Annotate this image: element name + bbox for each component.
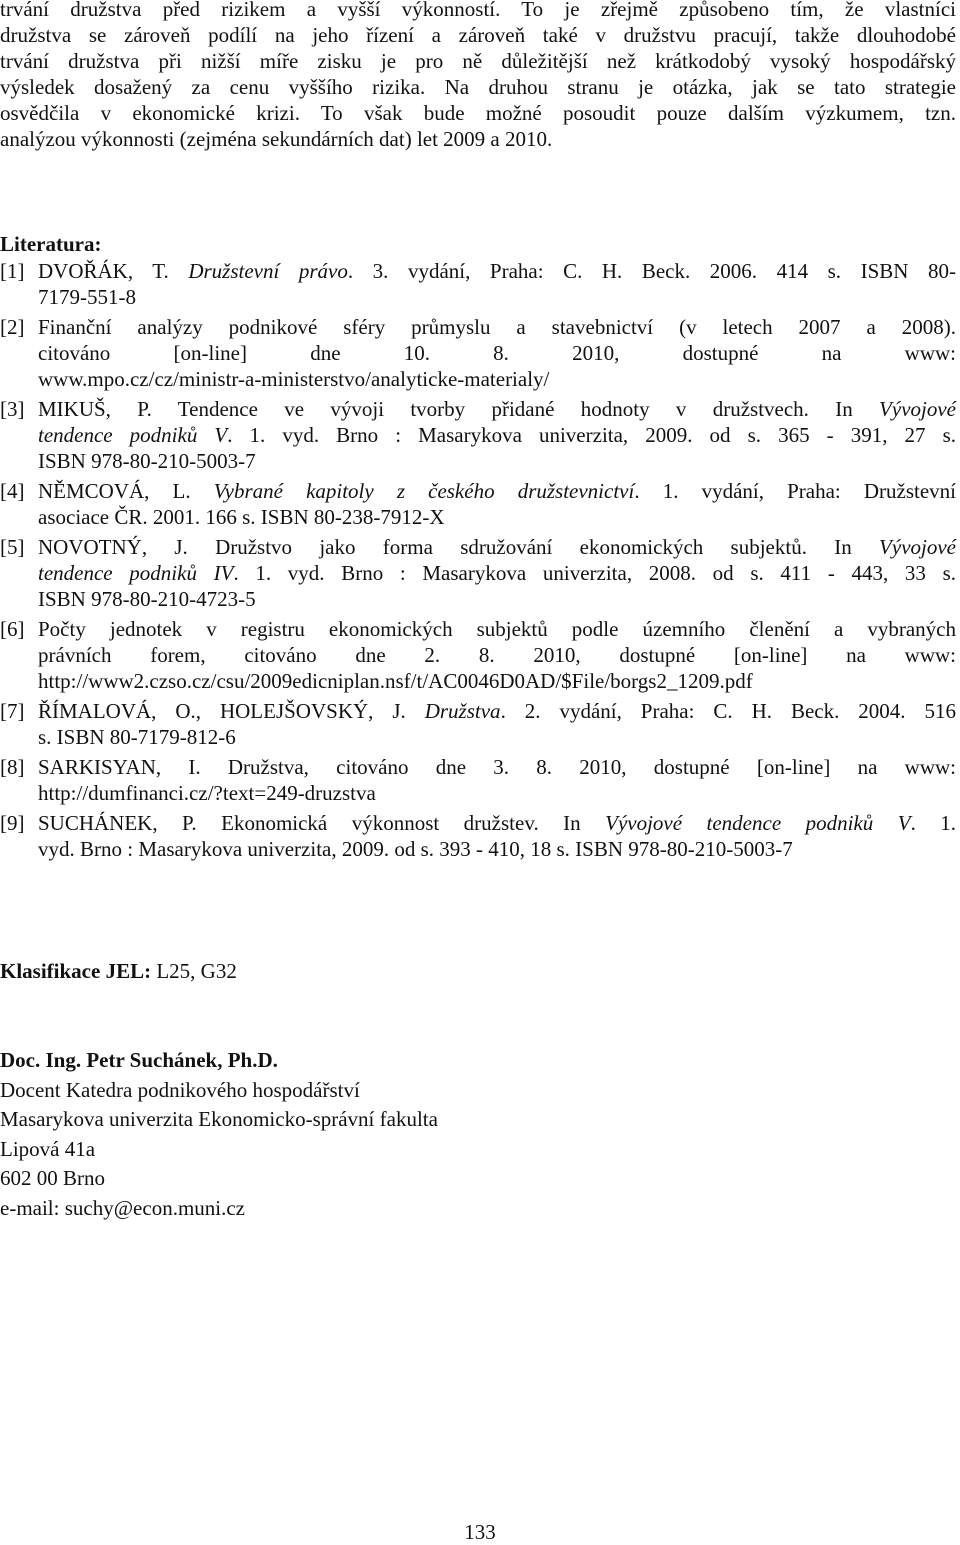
reference-line [38, 668, 956, 694]
reference-text: . 1. vyd. Brno : Masarykova univerzita, 2009. od s. 365 - 391, 27 s. [227, 423, 956, 447]
reference-title: Vývojové [879, 397, 956, 421]
page-number: 133 [464, 1520, 496, 1544]
reference-title: Družstva [424, 699, 501, 723]
reference-number: [5] [0, 535, 25, 559]
reference-line [38, 504, 956, 530]
paragraph-line: výsledek dosažený za cenu vyššího rizika. Na druhou stranu je otázka, jak se tato strategie [0, 75, 956, 99]
reference-item [0, 478, 956, 530]
reference-line [38, 448, 956, 474]
reference-item [0, 754, 956, 806]
reference-number: [9] [0, 811, 25, 835]
reference-line [38, 616, 956, 642]
reference-line [38, 340, 956, 366]
reference-text: vyd. Brno : Masarykova univerzita, 2009. od s. 393 - 410, 18 s. ISBN 978-80-210-5003-7 [38, 837, 793, 861]
reference-line [38, 560, 956, 586]
reference-text: . 1. vydání, Praha: Družstevní [634, 479, 956, 503]
reference-title: tendence podniků IV [38, 561, 234, 585]
reference-text: MIKUŠ, P. Tendence ve vývoji tvorby přidané hodnoty v družstvech. In [38, 397, 880, 421]
reference-line [38, 698, 956, 724]
reference-item [0, 810, 956, 862]
reference-item [0, 698, 956, 750]
reference-item [0, 534, 956, 612]
reference-number: [6] [0, 617, 25, 641]
reference-text: SARKISYAN, I. Družstva, citováno dne 3. 8. 2010, dostupné [on-line] na www: [38, 755, 956, 779]
reference-title: Vývojové tendence podniků V [605, 811, 911, 835]
reference-text: http://dumfinanci.cz/?text=249-druzstva [38, 781, 376, 805]
reference-text: ISBN 978-80-210-5003-7 [38, 449, 256, 473]
reference-item [0, 396, 956, 474]
reference-line [38, 754, 956, 780]
reference-number: [1] [0, 259, 25, 283]
reference-text: Finanční analýzy podnikové sféry průmyslu a stavebnictví (v letech 2007 a 2008). [38, 315, 956, 339]
reference-line [38, 810, 956, 836]
reference-text: http://www2.czso.cz/csu/2009edicniplan.nsf/t/AC0046D0AD/$File/borgs2_1209.pdf [38, 669, 753, 693]
reference-line [38, 314, 956, 340]
reference-line [38, 780, 956, 806]
reference-text: citováno [on-line] dne 10. 8. 2010, dostupné na www: [38, 341, 956, 365]
jel-classification [0, 958, 237, 984]
reference-number: [3] [0, 397, 25, 421]
author-name: Doc. Ing. Petr Suchánek, Ph.D. [0, 1048, 278, 1072]
reference-line [38, 642, 956, 668]
author-email: e-mail: suchy@econ.muni.cz [0, 1195, 246, 1220]
reference-text: 7179-551-8 [38, 285, 136, 309]
reference-text: ŘÍMALOVÁ, O., HOLEJŠOVSKÝ, J. [38, 699, 425, 723]
reference-text: asociace ČR. 2001. 166 s. ISBN 80-238-7912-X [38, 505, 445, 529]
paragraph-line: analýzou výkonnosti (zejména sekundárních dat) let 2009 a 2010. [0, 127, 553, 151]
paragraph-line: družstva se zároveň podílí na jeho řízení a zároveň také v družstvu pracují, takže dlouhodobé [0, 23, 956, 47]
author-address-line: 602 00 Brno [0, 1166, 105, 1190]
reference-line [38, 534, 956, 560]
reference-number: [7] [0, 699, 25, 723]
jel-value: L25, G32 [151, 959, 237, 983]
author-block [0, 1046, 438, 1223]
reference-item [0, 258, 956, 310]
reference-text: . 1. vyd. Brno : Masarykova univerzita, 2008. od s. 411 - 443, 33 s. [233, 561, 956, 585]
reference-item [0, 616, 956, 694]
reference-line [38, 586, 956, 612]
reference-line [38, 258, 956, 284]
reference-text: . 3. vydání, Praha: C. H. Beck. 2006. 414 s. ISBN 80- [347, 259, 956, 283]
author-address-line: Lipová 41a [0, 1136, 96, 1161]
reference-title: tendence podniků V [38, 423, 228, 447]
reference-line [38, 284, 956, 310]
author-affiliation-line: Docent Katedra podnikového hospodářství [0, 1077, 360, 1102]
reference-text: právních forem, citováno dne 2. 8. 2010, dostupné [on-line] na www: [38, 643, 956, 667]
reference-line [38, 836, 956, 862]
reference-line [38, 422, 956, 448]
reference-number: [8] [0, 755, 25, 779]
paragraph-line: trvání družstva před rizikem a vyšší výkonností. To je zřejmě způsobeno tím, že vlastníci [0, 0, 956, 21]
reference-text: NĚMCOVÁ, L. [38, 479, 214, 503]
reference-text: ISBN 978-80-210-4723-5 [38, 587, 256, 611]
reference-text: DVOŘÁK, T. [38, 259, 189, 283]
reference-line [38, 724, 956, 750]
reference-number: [4] [0, 479, 25, 503]
literature-heading: Literatura: [0, 232, 102, 256]
reference-text: . 1. [910, 811, 957, 835]
reference-text: Počty jednotek v registru ekonomických subjektů podle územního členění a vybraných [38, 617, 956, 641]
reference-text: NOVOTNÝ, J. Družstvo jako forma sdružování ekonomických subjektů. In [38, 535, 880, 559]
reference-text: www.mpo.cz/cz/ministr-a-ministerstvo/analyticke-materialy/ [38, 367, 550, 391]
paragraph-line: trvání družstva při nižší míře zisku je pro ně důležitější než krátkodobý vysoký hospodářský [0, 49, 956, 73]
reference-title: Vybrané kapitoly z českého družstevnictví [213, 479, 635, 503]
jel-label: Klasifikace JEL: [0, 959, 152, 983]
reference-line [38, 396, 956, 422]
reference-line [38, 366, 956, 392]
paragraph-line: osvědčila v ekonomické krizi. To však bude možné posoudit pouze dalším výzkumem, tzn. [0, 101, 956, 125]
reference-line [38, 478, 956, 504]
reference-list [0, 258, 956, 866]
reference-text: . 2. vydání, Praha: C. H. Beck. 2004. 516 [500, 699, 956, 723]
author-affiliation-line: Masarykova univerzita Ekonomicko-správní fakulta [0, 1107, 438, 1131]
reference-text: SUCHÁNEK, P. Ekonomická výkonnost družstev. In [38, 811, 606, 835]
reference-number: [2] [0, 315, 25, 339]
reference-text: s. ISBN 80-7179-812-6 [38, 725, 236, 749]
reference-title: Vývojové [879, 535, 956, 559]
reference-title: Družstevní právo [188, 259, 348, 283]
intro-paragraph [0, 0, 956, 152]
reference-item [0, 314, 956, 392]
